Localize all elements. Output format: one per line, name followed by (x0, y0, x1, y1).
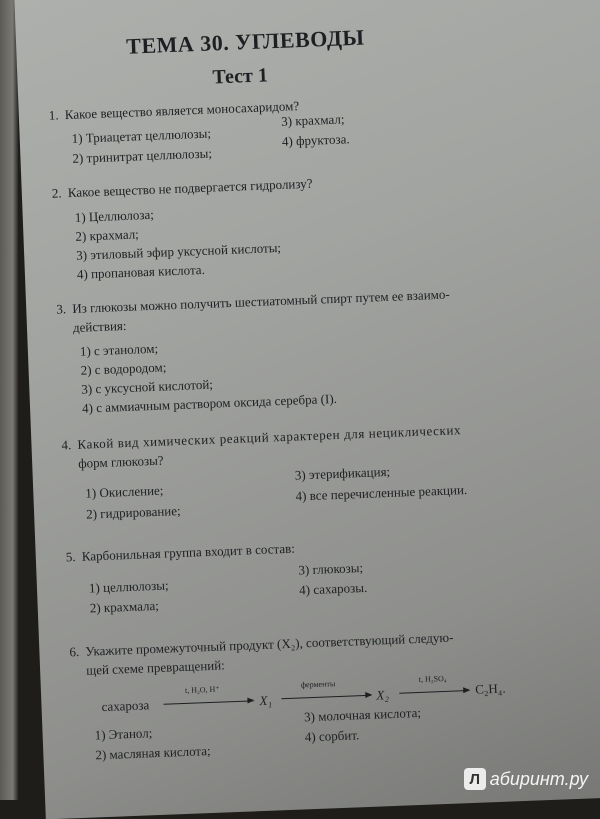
question-1 (49, 97, 300, 125)
labirint-watermark (464, 766, 588, 792)
question-text: Какой вид химических реакций характерен для нециклических (77, 422, 462, 452)
option: 1) Целлюлоза; (74, 206, 155, 225)
reaction-arrow-2 (281, 695, 371, 699)
option: 4) все перечисленные реакции. (295, 481, 468, 504)
option: 4) сорбит. (304, 727, 360, 745)
option: 1) с этанолом; (79, 340, 159, 359)
option: 1) Этанол; (94, 725, 153, 743)
question-number: 2. (51, 185, 62, 201)
page-content (14, 0, 600, 819)
option: 3) глюкозы; (298, 560, 364, 578)
option: 4) фруктоза. (281, 131, 350, 149)
option: 3) этерификация; (294, 463, 391, 483)
labirint-logo-icon: Л (464, 768, 486, 790)
option: 2) крахмал; (75, 226, 140, 244)
watermark-text: абиринт.ру (489, 768, 588, 789)
option: 2) крахмала; (89, 597, 160, 616)
option: 3) молочная кислота; (303, 704, 422, 725)
question-5 (65, 540, 295, 567)
book-page (14, 0, 600, 819)
question-4 (61, 421, 461, 454)
option: 1) Триацетат целлюлозы; (71, 125, 212, 146)
option: 2) гидрирование; (85, 502, 181, 522)
question-number: 3. (55, 301, 67, 317)
question-2 (52, 175, 313, 203)
question-4-continuation: форм глюкозы? (77, 452, 164, 471)
question-text: Карбонильная группа входит в состав: (81, 540, 296, 564)
option: 1) целлюлозы; (88, 577, 169, 596)
reaction-arrow-1 (164, 700, 254, 704)
question-number: 1. (48, 107, 59, 123)
reaction-arrow-3 (399, 690, 469, 694)
question-3 (56, 286, 450, 319)
question-number: 6. (69, 643, 80, 660)
option: 3) с уксусной кислотой; (81, 376, 214, 397)
option: 4) пропановая кислота. (76, 261, 206, 282)
question-number: 4. (61, 437, 72, 453)
option: 3) крахмал; (280, 111, 345, 129)
option: 3) этиловый эфир уксусной кислоты; (75, 239, 282, 263)
scheme-condition-2: ферменты (300, 679, 336, 690)
question-text: Какое вещество является моносахаридом? (64, 98, 300, 123)
question-number: 5. (65, 549, 76, 565)
question-text: Укажите промежуточный продукт (X₂), соответствующий следую- (85, 629, 454, 659)
test-subtitle: Тест 1 (212, 64, 269, 89)
option: 4) с аммиачным раствором оксида серебра (I). (81, 390, 338, 416)
option: 1) Окисление; (85, 482, 164, 501)
page-title: ТЕМА 30. УГЛЕВОДЫ (125, 24, 365, 59)
question-3-continuation: действия: (72, 317, 127, 335)
option: 4) сахарозы. (298, 579, 368, 598)
question-text: Какое вещество не подвергается гидролизу? (67, 175, 313, 201)
scheme-x2: X₂ (376, 687, 390, 703)
scheme-x1: X₁ (259, 692, 273, 709)
scheme-end: C₂H₄. (474, 680, 506, 697)
scheme-condition-3: t, H₂SO₄ (418, 673, 447, 684)
question-6-continuation: щей схеме превращений: (85, 657, 226, 678)
question-text: Из глюкозы можно получить шестиатомный спирт путем ее взаимо- (71, 286, 450, 316)
scheme-condition-1: t, H₂O, H⁺ (184, 684, 220, 695)
option: 2) с водородом; (80, 359, 167, 378)
adjacent-page-edge (0, 0, 18, 800)
question-6 (69, 629, 454, 662)
scheme-start: сахароза (101, 697, 150, 715)
option: 2) тринитрат целлюлозы; (72, 145, 213, 166)
option: 2) масляная кислота; (95, 743, 211, 763)
